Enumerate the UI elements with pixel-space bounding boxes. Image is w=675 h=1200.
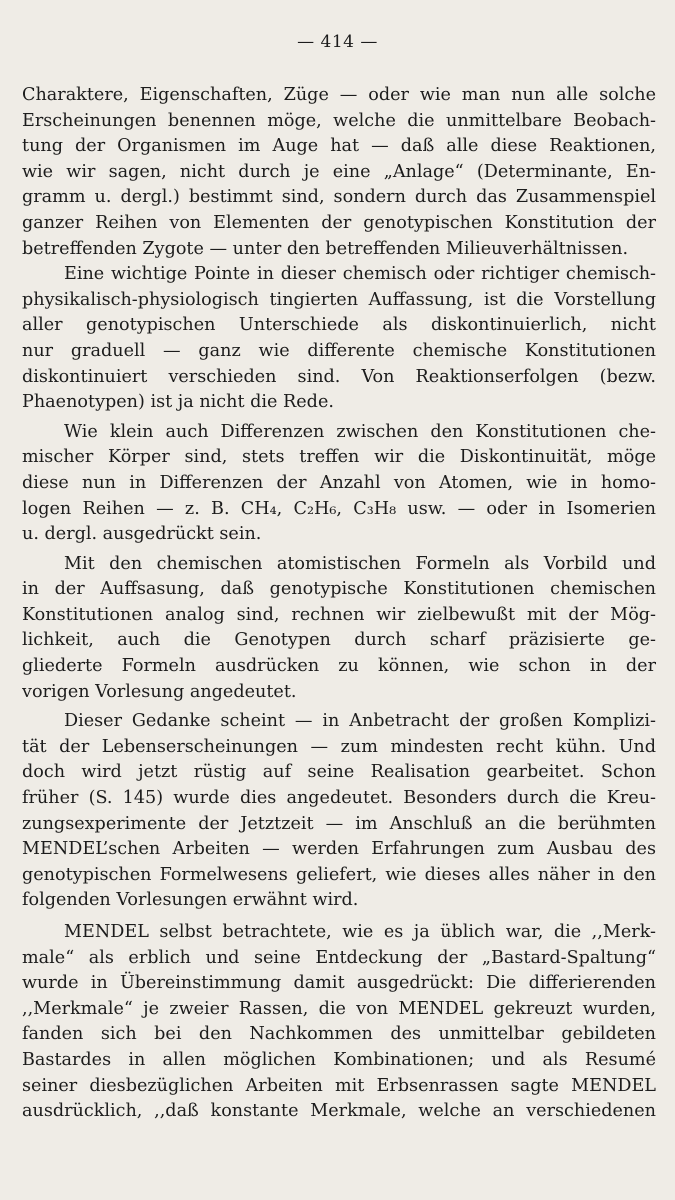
text-line: Erscheinungen benennen möge, welche die unmittelbare Beobach-: [22, 110, 656, 131]
text-line: MENDEL selbst betrachtete, wie es ja üblich war, die ,,Merk-: [64, 922, 656, 942]
text-line: nur graduell — ganz wie differente chemische Konstitutionen: [22, 340, 656, 361]
text-line: ausdrücklich, ,,daß konstante Merkmale, welche an verschiedenen: [22, 1101, 656, 1122]
text-line: Charaktere, Eigenschaften, Züge — oder wie man nun alle solche: [22, 85, 656, 105]
text-line: diese nun in Differenzen der Anzahl von Atomen, wie in homo-: [22, 472, 656, 493]
text-line: Phaenotypen) ist ja nicht die Rede.: [22, 392, 334, 413]
text-line: tung der Organismen im Auge hat — daß alle diese Reaktionen,: [22, 136, 656, 157]
text-line: zungsexperimente der Jetztzeit — im Anschluß an die berühmten: [22, 813, 656, 834]
text-line: betreffenden Zygote — unter den betreffenden Milieuverhältnissen.: [22, 238, 629, 259]
text-line: ganzer Reihen von Elementen der genotypischen Konstitution der: [22, 212, 656, 233]
page-body-text: [22, 83, 656, 1125]
text-line: mischer Körper sind, stets treffen wir die Diskontinuität, möge: [22, 447, 656, 468]
text-line: Eine wichtige Pointe in dieser chemisch oder richtiger chemisch-: [64, 264, 656, 285]
text-line: physikalisch-physiologisch tingierten Auffassung, ist die Vorstellung: [22, 289, 656, 310]
text-line: wie wir sagen, nicht durch je eine „Anlage“ (Determinante, En-: [22, 161, 656, 182]
text-line: u. dergl. ausgedrückt sein.: [22, 524, 262, 545]
text-line: aller genotypischen Unterschiede als diskontinuierlich, nicht: [22, 315, 656, 336]
text-line: male“ als erblich und seine Entdeckung der „Bastard-Spaltung“: [22, 947, 656, 968]
text-line: folgenden Vorlesungen erwähnt wird.: [22, 890, 359, 911]
text-line: doch wird jetzt rüstig auf seine Realisation gearbeitet. Schon: [22, 762, 656, 783]
text-line: gliederte Formeln ausdrücken zu können, wie schon in der: [22, 656, 656, 677]
text-line: wurde in Übereinstimmung damit ausgedrückt: Die differierenden: [22, 973, 656, 994]
text-line: Bastardes in allen möglichen Kombinationen; und als Resumé: [22, 1049, 656, 1070]
text-line: tät der Lebenserscheinungen — zum mindesten recht kühn. Und: [22, 736, 656, 757]
text-line: MENDEL’schen Arbeiten — werden Erfahrungen zum Ausbau des: [22, 839, 656, 860]
text-line: gramm u. dergl.) bestimmt sind, sondern durch das Zusammenspiel: [22, 187, 656, 208]
text-line: Mit den chemischen atomistischen Formeln als Vorbild und: [64, 553, 656, 574]
text-line: vorigen Vorlesung angedeutet.: [22, 681, 297, 702]
text-line: diskontinuiert verschieden sind. Von Reaktionserfolgen (bezw.: [22, 366, 656, 387]
page-number-header: — 414 —: [297, 32, 378, 52]
text-line: fanden sich bei den Nachkommen des unmittelbar gebildeten: [22, 1024, 656, 1045]
text-line: seiner diesbezüglichen Arbeiten mit Erbsenrassen sagte MENDEL: [22, 1075, 656, 1096]
text-line: Dieser Gedanke scheint — in Anbetracht der großen Komplizi-: [64, 711, 656, 732]
text-line: ,,Merkmale“ je zweier Rassen, die von MENDEL gekreuzt wurden,: [22, 998, 656, 1019]
text-line: genotypischen Formelwesens geliefert, wie dieses alles näher in den: [22, 864, 656, 885]
text-line: in der Auffsasung, daß genotypische Konstitutionen chemischen: [22, 579, 656, 600]
text-line: Wie klein auch Differenzen zwischen den Konstitutionen che-: [64, 421, 656, 442]
text-line: früher (S. 145) wurde dies angedeutet. Besonders durch die Kreu-: [22, 788, 656, 809]
text-line: logen Reihen — z. B. CH₄, C₂H₆, C₃H₈ usw. — oder in Isomerien: [22, 498, 656, 519]
text-line: Konstitutionen analog sind, rechnen wir zielbewußt mit der Mög-: [22, 604, 656, 625]
text-line: lichkeit, auch die Genotypen durch scharf präzisierte ge-: [22, 630, 656, 651]
